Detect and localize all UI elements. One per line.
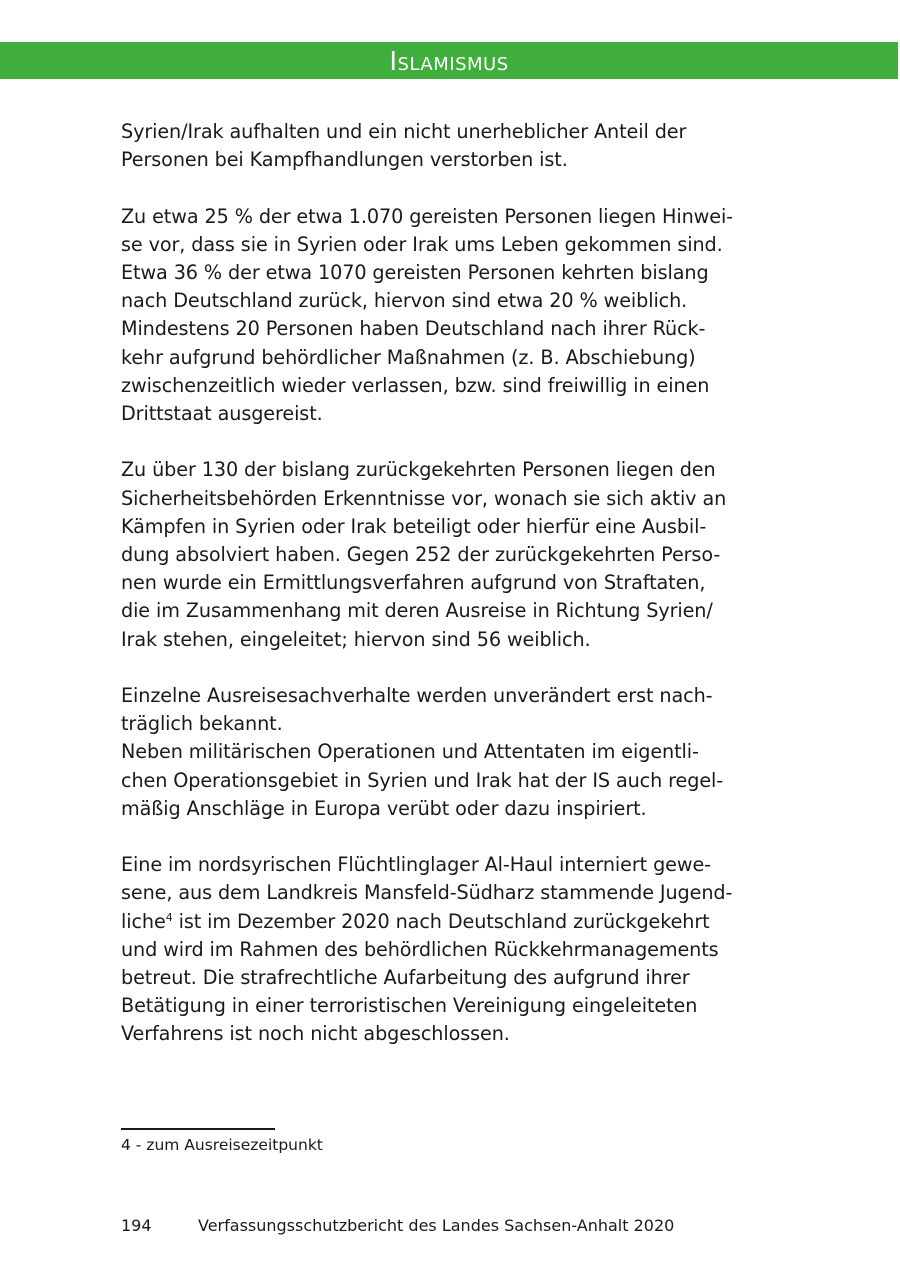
paragraph-6-part-1: Eine im nordsyrischen Flüchtlinglager Al-Haul interniert gewe- sene, aus dem Landkreis Mansfeld-Südharz stammende Jugend- liche	[121, 853, 733, 933]
paragraph-3: Zu über 130 der bislang zurückgekehrten Personen liegen den Sicherheitsbehörden Erkenntnisse vor, wonach sie sich aktiv an Kämpfen in Syrien oder Irak beteiligt oder hierfür eine Ausbil- dung absolviert haben. Gegen 252 der zurückgekehrten Perso- nen wurde ein Ermittlungsverfahren aufgrund von Straftaten, die im Zusammenhang mit deren Ausreise in Richtung Syrien/ Irak stehen, eingeleitet; hiervon sind 56 weiblich.	[121, 458, 727, 651]
page-number: 194	[121, 1216, 152, 1235]
section-header-bar	[0, 42, 898, 79]
page-footer	[121, 1214, 674, 1238]
footnote-reference[interactable]: 4	[165, 910, 173, 924]
footnote-divider	[121, 1128, 275, 1130]
section-title: Islamismus	[389, 47, 509, 77]
publication-title: Verfassungsschutzbericht des Landes Sachsen-Anhalt 2020	[198, 1216, 675, 1235]
paragraph-6-part-2: ist im Dezember 2020 nach Deutschland zurückgekehrt und wird im Rahmen des behördlichen Rückkehrmanagements betreut. Die strafrechtliche Aufarbeitung des aufgrund ihrer Betätigung in einer terroristischen Vereinigung eingeleiteten Verfahrens ist noch nicht abgeschlossen.	[121, 909, 719, 1046]
paragraph-5: Neben militärischen Operationen und Attentaten im eigentli- chen Operationsgebiet in Syrien und Irak hat der IS auch regel- mäßig Anschläge in Europa verübt oder dazu inspiriert.	[121, 740, 724, 820]
paragraph-6	[121, 851, 771, 1048]
footnote: 4 - zum Ausreisezeitpunkt	[121, 1136, 323, 1154]
body-text	[121, 118, 771, 1077]
paragraph-1: Syrien/Irak aufhalten und ein nicht unerheblicher Anteil der Personen bei Kampfhandlungen verstorben ist.	[121, 120, 687, 172]
paragraph-2: Zu etwa 25 % der etwa 1.070 gereisten Personen liegen Hinwei- se vor, dass sie in Syrien oder Irak ums Leben gekommen sind. Etwa 36 % der etwa 1070 gereisten Personen kehrten bislang nach Deutschland zurück, hiervon sind etwa 20 % weiblich. Mindestens 20 Personen haben Deutschland nach ihrer Rück- kehr aufgrund behördlicher Maßnahmen (z. B. Abschiebung) zwischenzeitlich wieder verlassen, bzw. sind freiwillig in einen Drittstaat ausgereist.	[121, 204, 734, 426]
paragraph-4: Einzelne Ausreisesachverhalte werden unverändert erst nach- träglich bekannt.	[121, 684, 713, 736]
